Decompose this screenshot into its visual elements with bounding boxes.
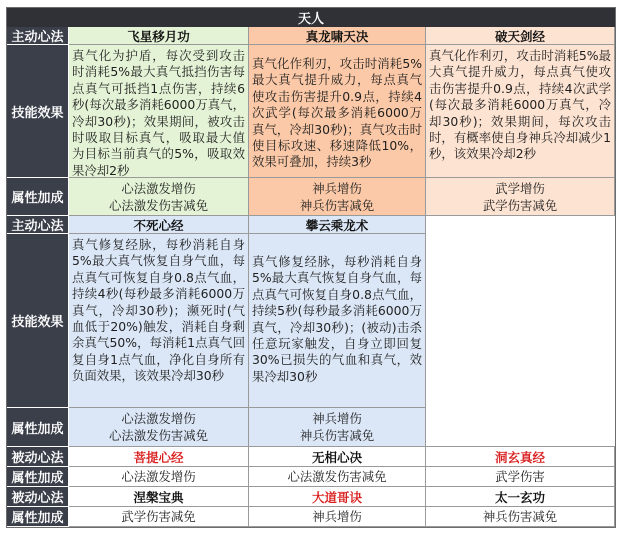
attr-potian [426,178,615,216]
attr-busi [69,408,249,447]
passive-name-niepan: 涅槃宝典 [69,487,249,507]
passive-name-text: 菩提心经 [133,449,184,465]
passive-attr-puti: 心法激发增伤 [69,467,249,487]
skill-name-busi: 不死心经 [69,216,249,234]
passive-name-text: 洞玄真经 [494,449,545,465]
skill-name-feixing: 飞星移月功 [69,27,249,45]
label-attr-bonus-2: 属性加成 [7,408,69,447]
skill-effect-busi: 真气修复经脉，每秒消耗自身5%最大真气恢复自身气血，每点真气可恢复自身0.8点气血，持续4秒(每秒最多消耗6000万真气，冷却30秒)；濒死时(气血低于20%)触发，消耗自身剩余真气50%，每消耗1点真气回复自身1点气血，净化自身所有负面效果，该效果冷却30秒 [69,234,249,408]
attr-line-2: 心法激发伤害减免 [108,428,209,443]
passive-name-puti [69,447,249,467]
attr-line-1: 心法激发增伤 [121,180,196,196]
passive-name-dongxuan [426,447,615,467]
label-skill-effect-2: 技能效果 [7,234,69,408]
attr-zhenlong [249,178,426,216]
attr-line-1: 心法激发增伤 [121,411,196,426]
passive-name-wuxiang: 无相心决 [249,447,426,467]
passive-attr-wuxiang: 心法激发伤害减免 [249,467,426,487]
passive-name-dadao [249,487,426,507]
skill-effect-zhenlong: 真气化作利刃，攻击时消耗5%最大真气提升威力，每点真气使攻击伤害提升0.9点，持续4次武学(每次最多消耗6000万真气，冷却30秒)；真气攻击时使目标攻速、移速降低10%，效果可叠加，持续3秒 [249,45,426,178]
attr-line-1: 神兵增伤 [312,411,362,426]
skill-name-panyun: 攀云乘龙术 [249,216,426,234]
label-attr-bonus-4: 属性加成 [7,507,69,527]
label-main-mind-1: 主动心法 [7,27,69,45]
skill-name-zhenlong: 真龙啸天决 [249,27,426,45]
passive-attr-niepan: 武学伤害减免 [69,507,249,527]
skill-effect-potian: 真气化作利刃，攻击时消耗5%最大真气提升威力，每点真气使攻击伤害提升0.9点，持续4次武学(每次最多消耗6000万真气，冷却30秒)；效果期间，每次攻击时，有概率使自身神兵冷却减少1秒，该效果冷却2秒 [426,45,615,178]
label-main-mind-2: 主动心法 [7,216,69,234]
skill-name-potian: 破天剑经 [426,27,615,45]
passive-attr-dongxuan: 武学伤害 [426,467,615,487]
passive-name-text: 大道哥诀 [311,489,362,505]
passive-attr-taiyi: 神兵伤害减免 [426,507,615,527]
skill-effect-feixing: 真气化为护盾，每次受到攻击时消耗5%最大真气抵挡伤害每点真气可抵挡1点伤害，持续6秒(每次最多消耗6000万真气，冷却30秒)；效果期间，被攻击时吸取目标真气，吸取最大值为目标当前真气的5%，吸取效果冷却2秒 [69,45,249,178]
label-passive-2: 被动心法 [7,487,69,507]
table-title: 天人 [7,8,615,27]
label-attr-bonus-3: 属性加成 [7,467,69,487]
attr-line-2: 神兵伤害减免 [299,197,375,213]
attr-panyun [249,408,426,447]
attr-line-2: 武学伤害减免 [482,197,558,213]
label-skill-effect-1: 技能效果 [7,45,69,178]
attr-line-1: 武学增伤 [495,180,545,196]
skill-effect-panyun: 真气修复经脉，每秒消耗自身5%最大真气恢复自身气血，每点真气可恢复自身0.8点气血，持续5秒(每秒最多消耗6000万真气，冷却30秒)；(被动)击杀任意玩家触发，自身立即回复30%已损失的气血和真气，效果冷却30秒 [249,234,426,408]
attr-line-2: 神兵伤害减免 [299,428,375,443]
empty-cell [426,216,615,447]
passive-attr-dadao: 神兵增伤 [249,507,426,527]
attr-feixing [69,178,249,216]
attr-line-1: 神兵增伤 [312,180,362,196]
label-passive-1: 被动心法 [7,447,69,467]
label-attr-bonus-1: 属性加成 [7,178,69,216]
passive-name-taiyi: 太一玄功 [426,487,615,507]
attr-line-2: 心法激发伤害减免 [108,197,209,213]
